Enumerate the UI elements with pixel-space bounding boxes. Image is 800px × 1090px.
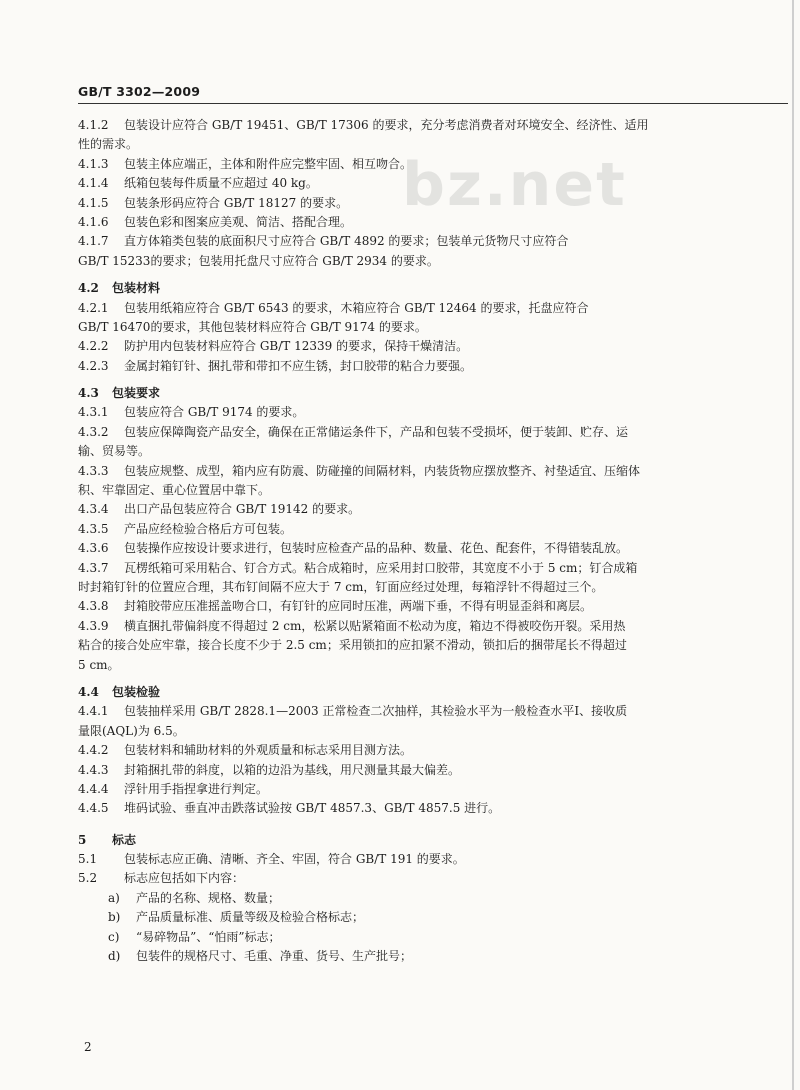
clause-number: 4.2 xyxy=(78,281,99,296)
clause-text: 输、贸易等。 xyxy=(78,444,151,459)
standard-code-header: GB/T 3302—2009 xyxy=(78,84,201,99)
clause-line xyxy=(78,337,789,356)
clause-text: 时封箱钉针的位置应合理，其布钉间隔不应大于 7 cm，钉面应经过处理，每箱浮针不得超过三个。 xyxy=(78,579,604,594)
clause-line xyxy=(78,462,789,481)
list-item xyxy=(78,908,789,927)
clause-line xyxy=(78,135,789,154)
clause-number: 5.1 xyxy=(78,852,98,867)
clause-line xyxy=(78,252,789,271)
clause-text: 包装色彩和图案应美观、简洁、搭配合理。 xyxy=(124,214,353,229)
clause-number: 4.1.3 xyxy=(78,156,109,171)
page-number: 2 xyxy=(84,1040,92,1054)
clause-number: 4.1.5 xyxy=(78,195,109,210)
clause-number: 4.3.2 xyxy=(78,424,109,439)
clause-number: 5 xyxy=(78,832,87,847)
clause-text: 封箱胶带应压准摇盖吻合口，有钉针的应同时压准，两端下垂，不得有明显歪斜和离层。 xyxy=(124,599,593,614)
clause-text: 包装用纸箱应符合 GB/T 6543 的要求，木箱应符合 GB/T 12464 的要求，托盘应符合 xyxy=(124,300,589,315)
clause-line xyxy=(78,442,789,461)
clause-line xyxy=(78,741,789,760)
clause-text: 防护用内包装材料应符合 GB/T 12339 的要求，保持干燥清洁。 xyxy=(124,339,469,354)
list-label: a) xyxy=(108,890,120,905)
clause-text: 包装操作应按设计要求进行，包装时应检查产品的品种、数量、花色、配套件，不得错装乱放。 xyxy=(124,541,629,556)
clause-number: 5.2 xyxy=(78,871,98,886)
clause-text: 5 cm。 xyxy=(78,657,120,672)
scan-edge xyxy=(792,0,794,1090)
clause-number: 4.4 xyxy=(78,684,99,699)
clause-number: 4.3.1 xyxy=(78,405,109,420)
clause-text: 金属封箱钉针、捆扎带和带扣不应生锈，封口胶带的粘合力要强。 xyxy=(124,358,473,373)
clause-number: 4.3.6 xyxy=(78,541,109,556)
clause-text: 包装抽样采用 GB/T 2828.1—2003 正常检查二次抽样，其检验水平为一般检查水平Ⅰ、接收质 xyxy=(124,704,628,719)
clause-number: 4.4.5 xyxy=(78,801,109,816)
clause-number: 4.4.2 xyxy=(78,743,109,758)
section-gap xyxy=(78,819,789,831)
clause-text: 包装应保障陶瓷产品安全，确保在正常储运条件下，产品和包装不受损坏，便于装卸、贮存、运 xyxy=(124,424,629,439)
clause-text: 封箱捆扎带的斜度，以箱的边沿为基线，用尺测量其最大偏差。 xyxy=(124,762,461,777)
list-item xyxy=(78,947,789,966)
clause-number: 4.3 xyxy=(78,386,99,401)
clause-line xyxy=(78,702,789,721)
clause-line xyxy=(78,299,789,318)
clause-text: 产品质量标准、质量等级及检验合格标志； xyxy=(136,910,365,925)
clause-line xyxy=(78,318,789,337)
clause-line xyxy=(78,481,789,500)
section-heading xyxy=(78,683,789,702)
list-label: c) xyxy=(108,929,120,944)
clause-text: 出口产品包装应符合 GB/T 19142 的要求。 xyxy=(124,502,361,517)
clause-text: 包装材料和辅助材料的外观质量和标志采用目测方法。 xyxy=(124,743,413,758)
clause-line xyxy=(78,636,789,655)
clause-line xyxy=(78,799,789,818)
clause-number: 4.3.4 xyxy=(78,502,109,517)
clause-line xyxy=(78,656,789,675)
clause-line xyxy=(78,722,789,741)
clause-text: 包装应符合 GB/T 9174 的要求。 xyxy=(124,405,305,420)
clause-text: 横直捆扎带偏斜度不得超过 2 cm，松紧以贴紧箱面不松动为度，箱边不得被咬伤开裂。采用热 xyxy=(124,618,626,633)
clause-text: GB/T 16470的要求，其他包装材料应符合 GB/T 9174 的要求。 xyxy=(78,319,427,334)
clause-number: 4.4.1 xyxy=(78,704,109,719)
clause-number: 4.1.6 xyxy=(78,214,109,229)
clause-text: 包装检验 xyxy=(112,684,161,699)
list-item xyxy=(78,928,789,947)
clause-line xyxy=(78,780,789,799)
clause-text: 包装件的规格尺寸、毛重、净重、货号、生产批号； xyxy=(136,949,413,964)
clause-text: 包装应规整、成型，箱内应有防震、防碰撞的间隔材料，内装货物应摆放整齐、衬垫适宜、压缩体 xyxy=(124,463,641,478)
clause-text: 包装标志应正确、清晰、齐全、牢固，符合 GB/T 191 的要求。 xyxy=(124,852,465,867)
clause-text: 标志应包括如下内容： xyxy=(124,871,245,886)
clause-line xyxy=(78,761,789,780)
clause-text: 积、牢靠固定、重心位置居中靠下。 xyxy=(78,483,271,498)
list-label: b) xyxy=(108,910,121,925)
clause-text: 包装主体应端正，主体和附件应完整牢固、相互吻合。 xyxy=(124,156,413,171)
clause-text: 包装要求 xyxy=(112,386,161,401)
clause-text: GB/T 15233的要求；包装用托盘尺寸应符合 GB/T 2934 的要求。 xyxy=(78,253,439,268)
clause-line xyxy=(78,194,789,213)
clause-line xyxy=(78,357,789,376)
clause-number: 4.2.3 xyxy=(78,358,109,373)
clause-text: 粘合的接合处应牢靠，接合长度不少于 2.5 cm；采用锁扣的应扣紧不滑动，锁扣后的捆带尾长不得超过 xyxy=(78,638,627,653)
clause-line xyxy=(78,232,789,251)
clause-line xyxy=(78,155,789,174)
clause-text: 浮针用手指捏拿进行判定。 xyxy=(124,781,269,796)
clause-line xyxy=(78,174,789,193)
clause-line xyxy=(78,116,789,135)
clause-text: 瓦楞纸箱可采用粘合、钉合方式。粘合成箱时，应采用封口胶带，其宽度不小于 5 cm；钉合成箱 xyxy=(124,560,638,575)
clause-line xyxy=(78,539,789,558)
clause-number: 4.1.2 xyxy=(78,118,109,132)
clause-text: 性的需求。 xyxy=(78,137,139,152)
clause-number: 4.2.2 xyxy=(78,339,109,354)
clause-text: 产品应经检验合格后方可包装。 xyxy=(124,521,293,536)
clause-text: 标志 xyxy=(112,832,137,847)
clause-number: 4.1.7 xyxy=(78,234,109,249)
clause-text: 堆码试验、垂直冲击跌落试验按 GB/T 4857.3、GB/T 4857.5 进行。 xyxy=(124,801,501,816)
clause-line xyxy=(78,403,789,422)
clause-text: 纸箱包装每件质量不应超过 40 kg。 xyxy=(124,176,318,191)
clause-text: 产品的名称、规格、数量； xyxy=(136,890,281,905)
clause-text: 包装条形码应符合 GB/T 18127 的要求。 xyxy=(124,195,349,210)
clause-line xyxy=(78,578,789,597)
clause-line xyxy=(78,559,789,578)
document-body xyxy=(78,116,789,966)
clause-text: “易碎物品”、“怕雨”标志； xyxy=(136,929,281,944)
clause-text: 量限(AQL)为 6.5。 xyxy=(78,723,185,738)
section-heading xyxy=(78,831,789,850)
clause-number: 4.3.8 xyxy=(78,599,109,614)
watermark: bz.net xyxy=(402,150,627,220)
clause-number: 4.3.3 xyxy=(78,463,109,478)
section-heading xyxy=(78,384,789,403)
section-gap xyxy=(78,376,789,384)
clause-number: 4.3.5 xyxy=(78,521,109,536)
clause-text: 直方体箱类包装的底面积尺寸应符合 GB/T 4892 的要求；包装单元货物尺寸应符合 xyxy=(124,234,569,249)
clause-text: 包装设计应符合 GB/T 19451、GB/T 17306 的要求，充分考虑消费者对环境安全、经济性、适用 xyxy=(124,118,649,132)
clause-number: 4.3.7 xyxy=(78,560,109,575)
list-item xyxy=(78,889,789,908)
clause-line xyxy=(78,500,789,519)
clause-text: 包装材料 xyxy=(112,281,161,296)
clause-number: 4.1.4 xyxy=(78,176,109,191)
clause-number: 4.4.3 xyxy=(78,762,109,777)
clause-line xyxy=(78,597,789,616)
section-heading xyxy=(78,279,789,298)
clause-number: 4.2.1 xyxy=(78,300,109,315)
header-rule xyxy=(78,103,788,104)
clause-number: 4.4.4 xyxy=(78,781,109,796)
clause-line xyxy=(78,213,789,232)
clause-line xyxy=(78,617,789,636)
clause-line xyxy=(78,869,789,888)
clause-number: 4.3.9 xyxy=(78,618,109,633)
clause-line xyxy=(78,520,789,539)
section-gap xyxy=(78,271,789,279)
list-label: d) xyxy=(108,949,121,964)
section-gap xyxy=(78,675,789,683)
clause-line xyxy=(78,423,789,442)
clause-line xyxy=(78,850,789,869)
